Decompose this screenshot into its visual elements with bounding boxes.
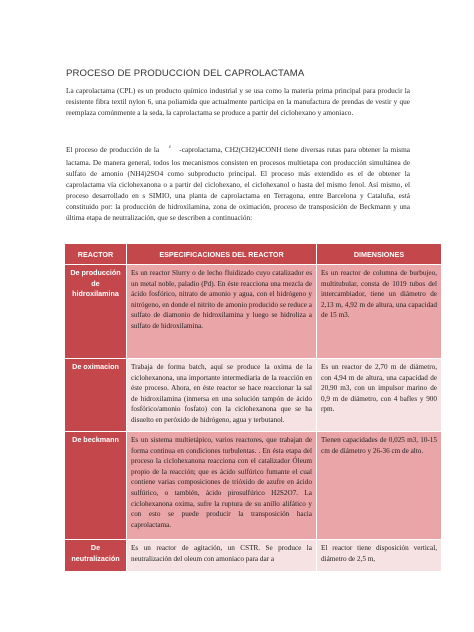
table-row <box>65 540 442 572</box>
table-row <box>65 432 442 540</box>
reactor-name-cell: De neutralización <box>65 540 127 572</box>
spec-cell: Es un reactor de agitación, un CSTR. Se produce la neutralización del oleum con amoniaco para dar a <box>127 540 317 572</box>
dimensions-cell: Tienen capacidades de 0,025 m3, 10-15 cm de diámetro y 26-36 cm de alto. <box>317 432 442 540</box>
reactor-name-cell: De producción de hidroxilamina <box>65 265 127 359</box>
reactor-name-cell: De beckmann <box>65 432 127 540</box>
spec-cell: Trabaja de forma batch, aquí se produce la oxima de la ciclohexanona, una importante intermediaria de la reacción en éste proceso. Ahora, en éste reactor se hace reaccionar la sal de hidroxilamina (inmersa en una solución tampón de ácido fosfórico/amonio fosfato) con la ciclohexanona que se ha disuelto en peróxido de hidrógeno, agua y terbutanol. <box>127 359 317 432</box>
dimensions-cell: Es un reactor de 2,70 m de diámetro, con 4,94 m de altura, una capacidad de 20,90 m3, con un impulsor marino de 0,9 m de diámetro, con 4 bafles y 900 rpm. <box>317 359 442 432</box>
table-row <box>65 359 442 432</box>
process-paragraph-start: El proceso de producción de la <box>66 145 160 154</box>
reactor-name-cell: De oximacion <box>65 359 127 432</box>
reactor-table <box>64 243 442 572</box>
process-paragraph <box>66 144 410 223</box>
dimensions-cell: Es un reactor de columna de burbujeo, multitubular, consta de 1019 tubos del intercambiador, tiene un diámetro de 2,13 m, 4,92 m de altura, una capacidad de 15 m3. <box>317 265 442 359</box>
dimensions-cell: El reactor tiene disposición vertical, diámetro de 2,5 m, <box>317 540 442 572</box>
header-specifications: ESPECIFICACIONES DEL REACTOR <box>127 244 317 265</box>
spec-cell: Es un sistema multietápico, varios reactores, que trabajan de forma continua en condiciones turbulentas. . En ésta etapa del proceso la ciclohexanona reacciona con el catalizador Óleum propio de la reacción; que es ácido sulfúrico fumante el cual contiene varias composiciones de trióxido de azufre en ácido sulfúrico, o también, ácido pirosulfúrico H2S2O7. La ciclohexanona oxima, sufre la ruptura de su anillo alifático y con esto se puede producir la transposición hacia caprolactama. <box>127 432 317 540</box>
header-reactor: REACTOR <box>65 244 127 265</box>
document-title: PROCESO DE PRODUCCION DEL CAPROLACTAMA <box>66 68 305 79</box>
intro-paragraph: La caprolactama (CPL) es un producto químico industrial y se usa como la materia prima principal para producir la resistente fibra textil nylon 6, una poliamida que actualmente participa en la manufactura de prendas de vestir y que reemplaza comúnmente a la seda, la caprolactama se produce a partir del ciclohexano y amoniaco. <box>66 86 410 117</box>
spec-cell: Es un reactor Slurry o de lecho fluidizado cuyo catalizador es un metal noble, paladio (Pd). En éste reacciona una mezcla de ácido fosfórico, nitrato de amonio y agua, con el hidrógeno y nitrógeno, en donde el nitrito de amonio producido se reduce a sulfato de diamonio de hidroxilamina y luego se hidroliza a sulfato de hidroxilamina. <box>127 265 317 359</box>
header-dimensions: DIMENSIONES <box>317 244 442 265</box>
epsilon-superscript: ε <box>169 145 172 150</box>
process-paragraph-rest: -caprolactama, CH2(CH2)4CONH tiene diversas rutas para obtener la misma lactama. De manera general, todos los mecanismos consisten en procesos multietapa con producción simultánea de sulfato de amonio (NH4)2SO4 como subproducto principal. El proceso más extendido es el de obtener la caprolactama vía ciclohexanona o a partir del ciclohexano, el ciclohexanol o hasta del mismo fenol. Así mismo, el proceso desarrollado en s SIMIO, una planta de caprolactama en Terragona, entre Barcelona y Cataluña, está constituido por: la producción de hidroxilamina, zona de oximación, proceso de transposición de Beckmann y una última etapa de neutralización, que se describen a continuación: <box>66 145 410 222</box>
table-header-row <box>65 244 442 265</box>
table-row <box>65 265 442 359</box>
